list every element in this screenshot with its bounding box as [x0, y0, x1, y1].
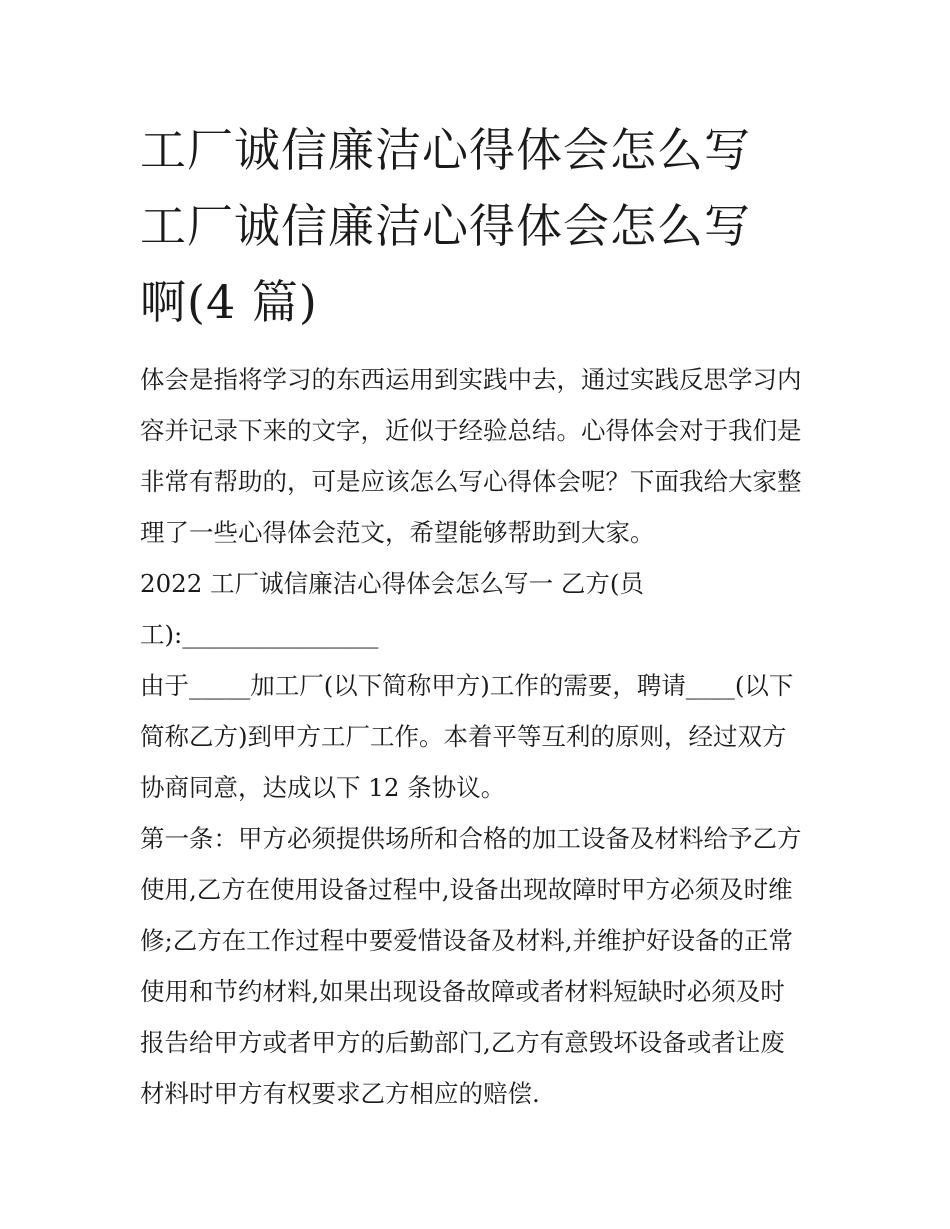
article-one-line: 材料时甲方有权要求乙方相应的赔偿.	[140, 1079, 540, 1108]
agreement-line: 由于_____加工厂(以下简称甲方)工作的需要，聘请____(以下	[140, 671, 794, 700]
section-heading-line: 工):________________	[140, 620, 379, 649]
article-one-line: 第一条：甲方必须提供场所和合格的加工设备及材料给予乙方	[140, 824, 802, 853]
intro-line: 理了一些心得体会范文，希望能够帮助到大家。	[140, 518, 655, 547]
agreement-paragraph	[140, 660, 810, 813]
article-one-line: 使用和节约材料,如果出现设备故障或者材料短缺时必须及时	[140, 977, 785, 1006]
section-heading-line: 2022 工厂诚信廉洁心得体会怎么写一 乙方(员	[140, 569, 644, 598]
article-one-line: 使用,乙方在使用设备过程中,设备出现故障时甲方必须及时维	[140, 875, 793, 904]
title-line-2: 工厂诚信廉洁心得体会怎么写	[140, 199, 751, 253]
intro-line: 非常有帮助的，可是应该怎么写心得体会呢？下面我给大家整	[140, 467, 802, 496]
agreement-line: 协商同意，达成以下 12 条协议。	[140, 773, 506, 802]
agreement-line: 简称乙方)到甲方工厂工作。本着平等互利的原则，经过双方	[140, 722, 787, 751]
article-one-line: 报告给甲方或者甲方的后勤部门,乙方有意毁坏设备或者让废	[140, 1028, 785, 1057]
article-one-paragraph	[140, 813, 810, 1119]
title-line-1: 工厂诚信廉洁心得体会怎么写	[140, 123, 751, 177]
intro-line: 容并记录下来的文字，近似于经验总结。心得体会对于我们是	[140, 416, 802, 445]
document-title	[140, 112, 810, 340]
intro-paragraph	[140, 354, 810, 558]
intro-line: 体会是指将学习的东西运用到实践中去，通过实践反思学习内	[140, 365, 802, 394]
article-one-line: 修;乙方在工作过程中要爱惜设备及材料,并维护好设备的正常	[140, 926, 794, 955]
title-line-3: 啊(4 篇)	[140, 275, 318, 329]
section-heading	[140, 558, 810, 660]
